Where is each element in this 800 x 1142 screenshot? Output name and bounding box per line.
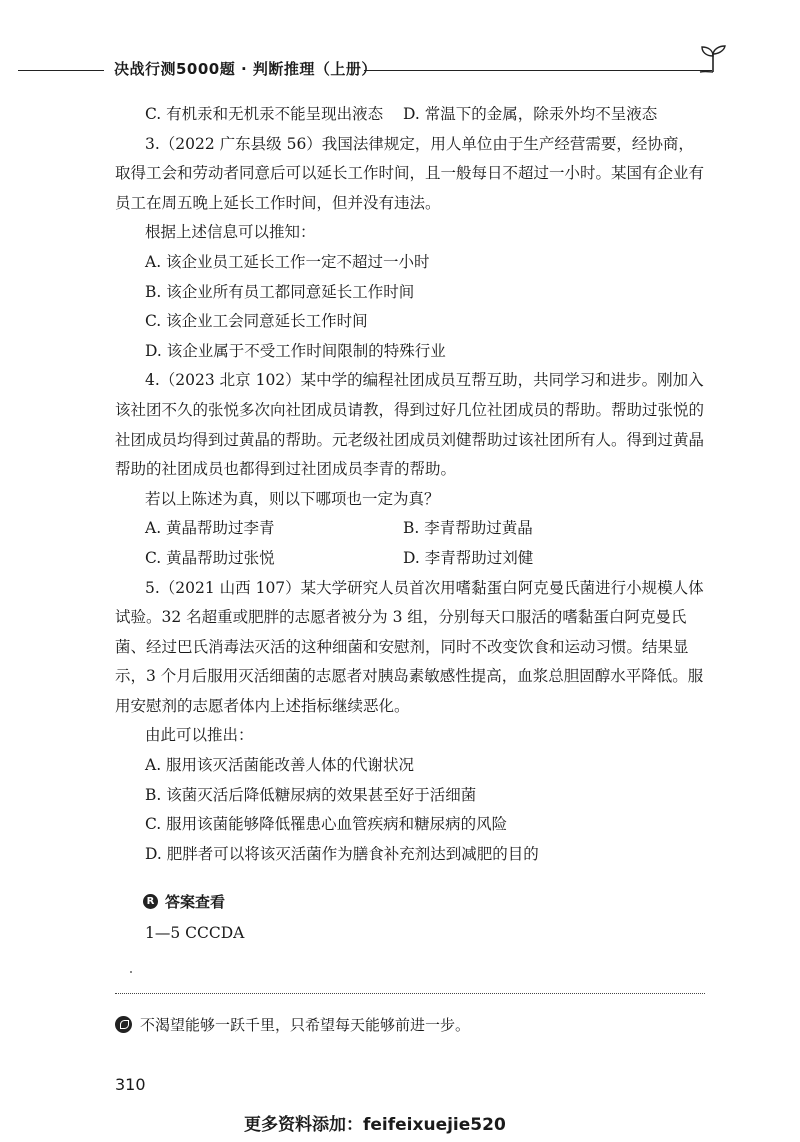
- text-line: [115, 514, 705, 544]
- option-text: D. 李青帮助过刘健: [403, 548, 534, 567]
- header-rule-right: [364, 70, 712, 71]
- text-line: D. 肥胖者可以将该灭活菌作为膳食补充剂达到减肥的目的: [145, 844, 539, 863]
- dotted-divider: [115, 993, 705, 994]
- text-line: D. 该企业属于不受工作时间限制的特殊行业: [145, 341, 446, 360]
- option-text: D. 常温下的金属，除汞外均不呈液态: [403, 105, 658, 123]
- text-line: 根据上述信息可以推知：: [145, 223, 316, 242]
- motto-text: 不渴望能够一跃千里，只希望每天能够前进一步。: [140, 1016, 471, 1034]
- text-line: A. 服用该灭活菌能改善人体的代谢状况: [145, 756, 415, 775]
- leaf-icon: [115, 1016, 132, 1033]
- text-line: C. 服用该菌能够降低罹患心血管疾病和糖尿病的风险: [145, 815, 508, 834]
- book-title: 决战行测5000题 · 判断推理（上册）: [114, 60, 377, 78]
- question-body: [115, 100, 705, 869]
- footer-watermark: 更多资料添加：feifeixuejie520: [244, 1115, 506, 1135]
- option-text: B. 李青帮助过黄晶: [403, 519, 533, 538]
- option-text: C. 黄晶帮助过张悦: [145, 548, 275, 567]
- page-number: 310: [115, 1075, 146, 1094]
- stray-mark: [130, 971, 132, 973]
- option-text: C. 有机汞和无机汞不能呈现出液态: [145, 105, 384, 123]
- sprout-icon: [696, 42, 730, 76]
- text-line: 5.（2021 山西 107）某大学研究人员首次用嗜黏蛋白阿克曼氏菌进行小规模人体试验。32 名超重或肥胖的志愿者被分为 3 组，分别每天口服活的嗜黏蛋白阿克曼氏菌、经过巴氏消毒法灭活的这种细菌和安慰剂，同时不改变饮食和运动习惯。结果显示，3 个月后服用灭活细菌的志愿者对胰岛素敏感性提高，血浆总胆固醇水平降低。服用安慰剂的志愿者体内上述指标继续恶化。: [115, 578, 704, 715]
- text-line: C. 该企业工会同意延长工作时间: [145, 312, 368, 331]
- running-header: [18, 56, 718, 86]
- text-line: A. 该企业员工延长工作一定不超过一小时: [145, 252, 430, 271]
- text-line: B. 该菌灭活后降低糖尿病的效果甚至好于活细菌: [145, 785, 477, 804]
- header-rule-left: [18, 70, 104, 71]
- text-line: [115, 100, 705, 130]
- answer-key: 1—5 CCCDA: [145, 924, 245, 942]
- text-line: 若以上陈述为真，则以下哪项也一定为真？: [145, 489, 440, 508]
- motto: [115, 1014, 470, 1035]
- text-line: 4.（2023 北京 102）某中学的编程社团成员互帮互助，共同学习和进步。刚加入该社团不久的张悦多次向社团成员请教，得到过好几位社团成员的帮助。帮助过张悦的社团成员均得到过黄晶的帮助。元老级社团成员刘健帮助过该社团所有人。得到过黄晶帮助的社团成员也都得到过社团成员李青的帮助。: [115, 371, 705, 479]
- answer-heading-label: 答案查看: [165, 893, 226, 911]
- option-text: A. 黄晶帮助过李青: [145, 519, 275, 538]
- text-line: B. 该企业所有员工都同意延长工作时间: [145, 282, 415, 301]
- answer-heading: [143, 891, 225, 912]
- text-line: [115, 544, 705, 574]
- text-line: 由此可以推出：: [145, 726, 254, 745]
- answer-icon: R: [143, 894, 158, 909]
- text-line: 3.（2022 广东县级 56）我国法律规定，用人单位由于生产经营需要，经协商，取得工会和劳动者同意后可以延长工作时间，且一般每日不超过一小时。某国有企业有员工在周五晚上延长工作时间，但并没有违法。: [115, 134, 705, 212]
